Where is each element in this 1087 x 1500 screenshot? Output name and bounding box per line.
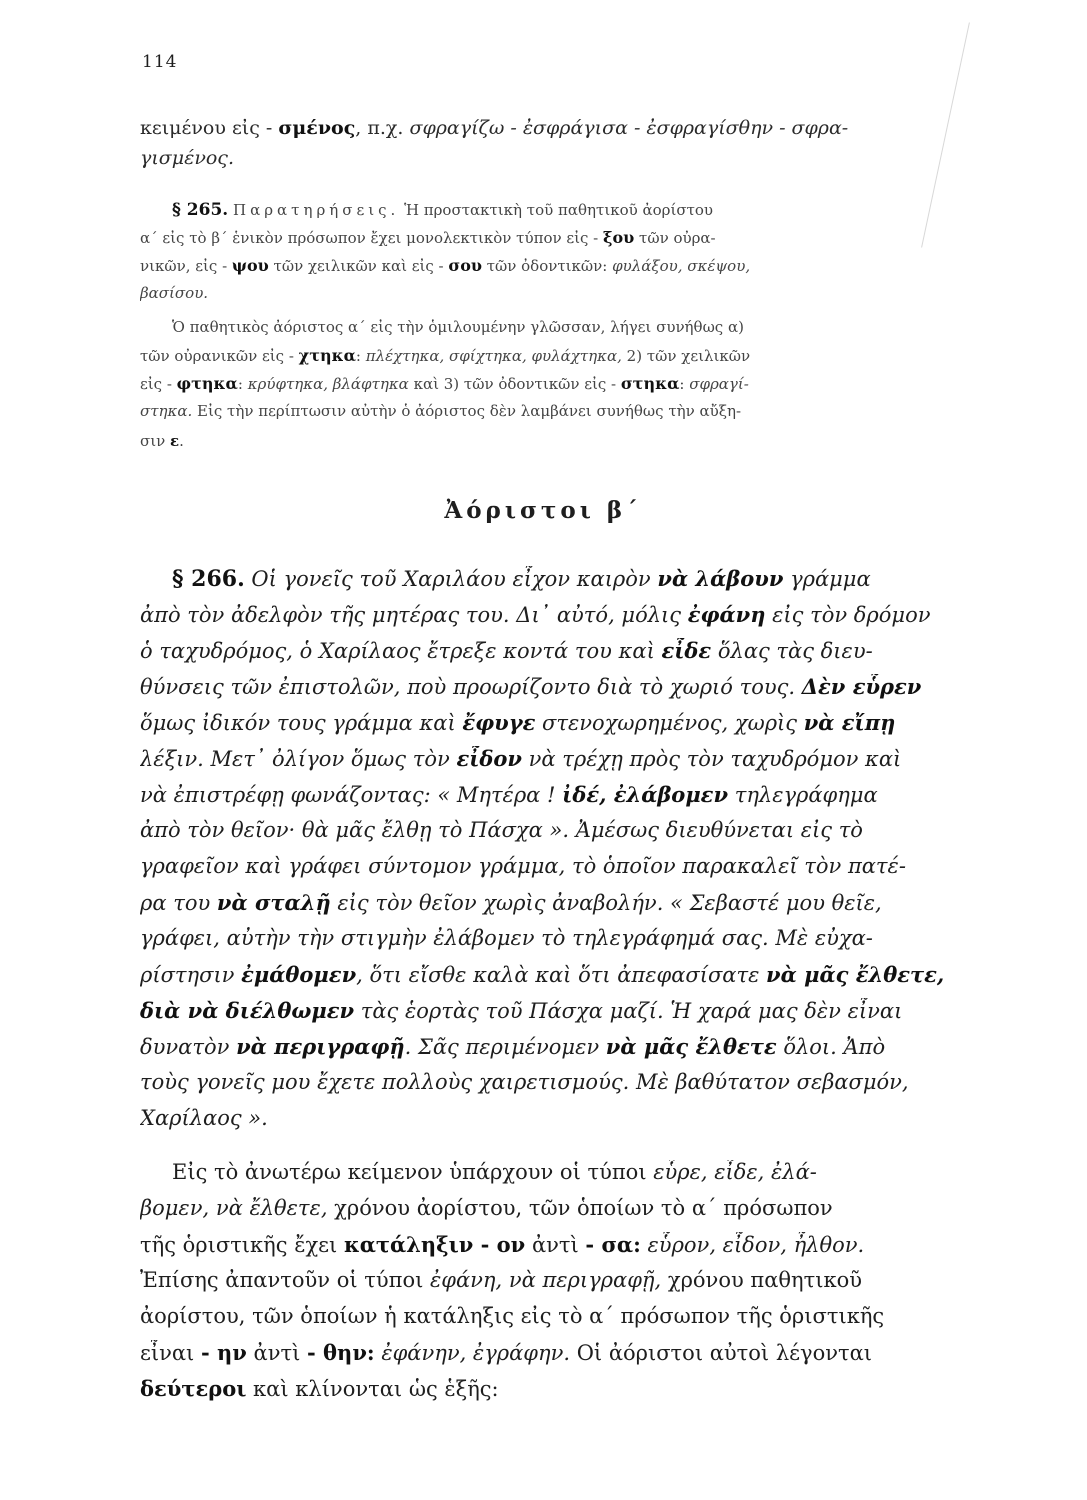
- text-line: δεύτεροι καὶ κλίνονται ὡς ἑξῆς:: [140, 1376, 499, 1401]
- text-line: τῆς ὁριστικῆς ἔχει κατάληξιν - ον ἀντὶ - σα: εὗρον, εἶδον, ἦλθον.: [140, 1232, 865, 1257]
- text-line: τῶν οὐρανικῶν εἰς - χτηκα: πλέχτηκα, σφίχτηκα, φυλάχτηκα, 2) τῶν χειλικῶν: [140, 346, 751, 365]
- text-line: ἀπὸ τὸν θεῖον· θὰ μᾶς ἔλθῃ τὸ Πάσχα ». Ἀμέσως διευθύνεται εἰς τὸ: [140, 818, 863, 842]
- text-line: ρίστησιν ἐμάθομεν, ὅτι εἴσθε καλὰ καὶ ὅτι ἀπεφασίσατε νὰ μᾶς ἔλθετε,: [140, 962, 945, 987]
- text-line: γραφεῖον καὶ γράφει σύντομον γράμμα, τὸ ὁποῖον παρακαλεῖ τὸν πατέ-: [140, 854, 906, 878]
- text-line: θύνσεις τῶν ἐπιστολῶν, ποὺ προωρίζοντο διὰ τὸ χωριό τους. Δὲν εὗρεν: [140, 674, 922, 699]
- text-line: ἀπὸ τὸν ἀδελφὸν τῆς μητέρας του. Δι᾿ αὐτό, μόλις ἐφάνη εἰς τὸν δρόμον: [140, 602, 931, 627]
- text-line: σιν ε.: [140, 432, 184, 450]
- text-line: στηκα. Εἰς τὴν περίπτωσιν αὐτὴν ὁ ἀόριστος δὲν λαμβάνει συνήθως τὴν αὔξη-: [140, 402, 742, 420]
- text-line: α΄ εἰς τὸ β΄ ἑνικὸν πρόσωπον ἔχει μονολεκτικὸν τύπον εἰς - ξου τῶν οὐρα-: [140, 228, 716, 247]
- paragraph-265-line: § 265. Παρατηρήσεις. Ἡ προστακτικὴ τοῦ παθητικοῦ ἀορίστου: [172, 200, 714, 220]
- text-line: Ὁ παθητικὸς ἀόριστος α΄ εἰς τὴν ὁμιλουμένην γλῶσσαν, λήγει συνήθως α): [172, 318, 744, 336]
- text-line: ἀορίστου, τῶν ὁποίων ἡ κατάληξις εἰς τὸ α΄ πρόσωπον τῆς ὁριστικῆς: [140, 1304, 885, 1328]
- text-line: νικῶν, εἰς - ψου τῶν χειλικῶν καὶ εἰς - σου τῶν ὀδοντικῶν: φυλάξου, σκέψου,: [140, 256, 751, 275]
- text-line: ὅμως ἰδικόν τους γράμμα καὶ ἔφυγε στενοχωρημένος, χωρὶς νὰ εἴπῃ: [140, 710, 896, 735]
- text-line: Χαρίλαος ».: [140, 1106, 268, 1130]
- text-line: βομεν, νὰ ἔλθετε, χρόνου ἀορίστου, τῶν ὁποίων τὸ α΄ πρόσωπον: [140, 1196, 833, 1220]
- text-line: γισμένος.: [140, 147, 234, 169]
- text-line: γράφει, αὐτὴν τὴν στιγμὴν ἐλάβομεν τὸ τηλεγράφημά σας. Μὲ εὐχα-: [140, 926, 873, 950]
- text-line: δυνατὸν νὰ περιγραφῇ. Σᾶς περιμένομεν νὰ μᾶς ἔλθετε ὅλοι. Ἀπὸ: [140, 1034, 886, 1059]
- paragraph-267-line: Εἰς τὸ ἀνωτέρω κείμενον ὑπάρχουν οἱ τύποι εὗρε, εἶδε, ἐλά-: [172, 1160, 817, 1184]
- text-line: εἰς - φτηκα: κρύφτηκα, βλάφτηκα καὶ 3) τῶν ὀδοντικῶν εἰς - στηκα: σφραγί-: [140, 374, 749, 393]
- text-line: ρα του νὰ σταλῇ εἰς τὸν θεῖον χωρὶς ἀναβολήν. « Σεβαστέ μου θεῖε,: [140, 890, 882, 915]
- text-line: κειμένου εἰς - σμένος, π.χ. σφραγίζω - ἐσφράγισα - ἐσφραγίσθην - σφρα-: [140, 117, 849, 139]
- text-line: ὁ ταχυδρόμος, ὁ Χαρίλαος ἔτρεξε κοντά του καὶ εἶδε ὅλας τὰς διευ-: [140, 638, 873, 663]
- paragraph-266-line: § 266. Οἱ γονεῖς τοῦ Χαριλάου εἶχον καιρὸν νὰ λάβουν γράμμα: [172, 566, 871, 592]
- text-line: νὰ ἐπιστρέφῃ φωνάζοντας: « Μητέρα ! ἰδέ, ἐλάβομεν τηλεγράφημα: [140, 782, 878, 807]
- text-line: διὰ νὰ διέλθωμεν τὰς ἑορτὰς τοῦ Πάσχα μαζί. Ἡ χαρά μας δὲν εἶναι: [140, 998, 903, 1023]
- page-number: 114: [142, 52, 178, 72]
- text-line: λέξιν. Μετ᾿ ὀλίγον ὅμως τὸν εἶδον νὰ τρέχῃ πρὸς τὸν ταχυδρόμον καὶ: [140, 746, 902, 771]
- text-line: τοὺς γονεῖς μου ἔχετε πολλοὺς χαιρετισμούς. Μὲ βαθύτατον σεβασμόν,: [140, 1070, 909, 1094]
- text-line: εἶναι - ην ἀντὶ - θην: ἐφάνην, ἐγράφην. Οἱ ἀόριστοι αὐτοὶ λέγονται: [140, 1340, 873, 1365]
- text-line: Ἐπίσης ἀπαντοῦν οἱ τύποι ἐφάνη, νὰ περιγραφῇ, χρόνου παθητικοῦ: [140, 1268, 863, 1292]
- text-line: βασίσου.: [140, 284, 209, 302]
- section-heading: Ἀόριστοι β΄: [444, 497, 642, 524]
